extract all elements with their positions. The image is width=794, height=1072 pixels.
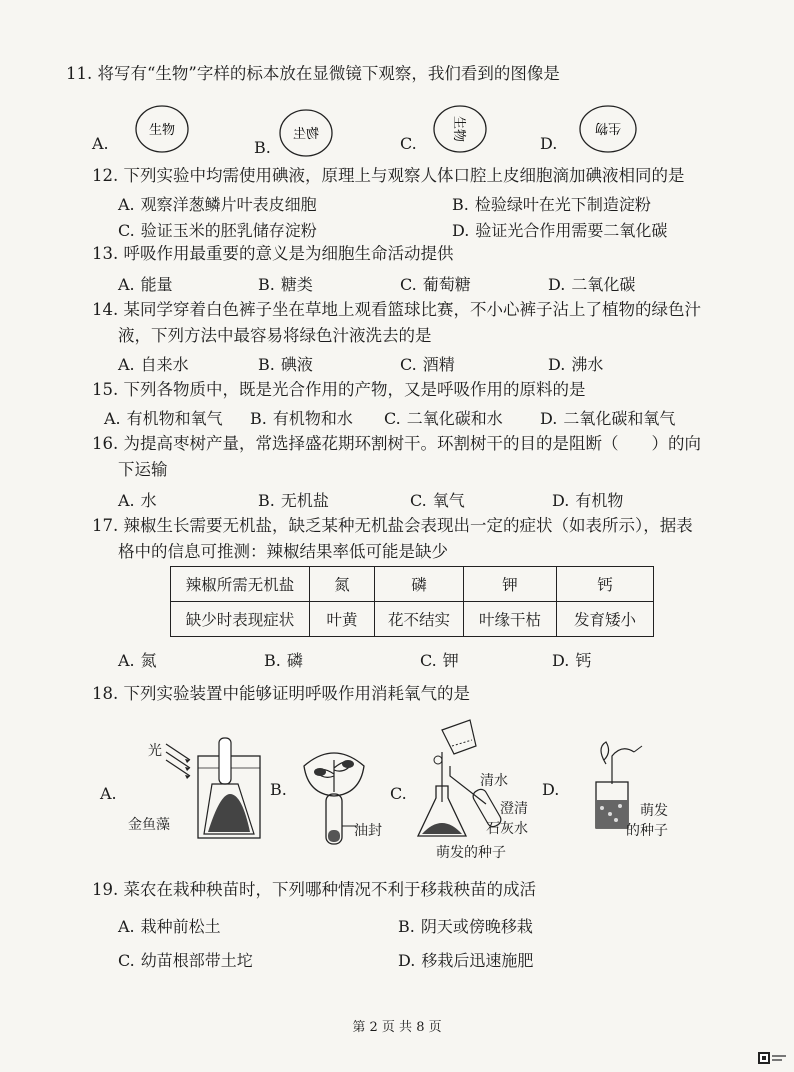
option-15b: B. 有机物和水 (250, 409, 353, 428)
option-14d: D. 沸水 (548, 355, 604, 374)
question-17: 17. 辣椒生长需要无机盐，缺乏某种无机盐会表现出一定的症状（如表所示），据表 (92, 516, 693, 535)
table-cell: 辣椒所需无机盐 (171, 567, 310, 602)
table-cell: 钙 (557, 567, 654, 602)
nutrient-table (170, 566, 654, 637)
specimen-image-c (432, 104, 488, 154)
question-14: 14. 某同学穿着白色裤子坐在草地上观看篮球比赛，不小心裤子沾上了植物的绿色汁 (92, 300, 701, 319)
option-13a: A. 能量 (118, 275, 173, 294)
option-17d: D. 钙 (552, 651, 592, 670)
option-14a: A. 自来水 (118, 355, 189, 374)
table-cell: 钾 (464, 567, 557, 602)
table-cell: 缺少时表现症状 (171, 602, 310, 637)
specimen-text-b: 物生 (292, 127, 320, 142)
question-12: 12. 下列实验中均需使用碘液，原理上与观察人体口腔上皮细胞滴加碘液相同的是 (92, 166, 685, 185)
question-18: 18. 下列实验装置中能够证明呼吸作用消耗氧气的是 (92, 684, 470, 703)
label-oil-seal: 油封 (354, 823, 382, 839)
table-cell: 磷 (375, 567, 464, 602)
question-13: 13. 呼吸作用最重要的意义是为细胞生命活动提供 (92, 244, 454, 263)
question-16-cont: 下运输 (118, 460, 168, 479)
label-light: 光 (148, 743, 162, 759)
option-14b: B. 碘液 (258, 355, 313, 374)
table-cell: 氮 (310, 567, 375, 602)
option-12d: D. 验证光合作用需要二氧化碳 (452, 221, 668, 240)
option-13c: C. 葡萄糖 (400, 275, 471, 294)
label-fish-weed: 金鱼藻 (128, 817, 170, 833)
option-13d: D. 二氧化碳 (548, 275, 636, 294)
specimen-image-a (134, 104, 190, 154)
qr-code-icon (758, 1052, 788, 1066)
option-12b: B. 检验绿叶在光下制造淀粉 (452, 195, 651, 214)
question-11: 11. 将写有“生物”字样的标本放在显微镜下观察，我们看到的图像是 (66, 64, 560, 83)
option-16b: B. 无机盐 (258, 491, 329, 510)
option-17b: B. 磷 (264, 651, 303, 670)
option-18b-letter: B. (270, 780, 287, 799)
apparatus-a-icon (160, 734, 270, 844)
table-row (171, 567, 654, 602)
label-limewater-1: 澄清 (500, 801, 528, 817)
page-footer: 第 2 页 共 8 页 (352, 1020, 442, 1035)
option-15a: A. 有机物和氧气 (104, 409, 223, 428)
option-16d: D. 有机物 (552, 491, 624, 510)
specimen-text-c: 生物 (451, 115, 466, 143)
option-19c: C. 幼苗根部带土坨 (118, 951, 253, 970)
option-18c-letter: C. (390, 784, 407, 803)
question-15: 15. 下列各物质中，既是光合作用的产物，又是呼吸作用的原料的是 (92, 380, 586, 399)
table-cell: 叶缘干枯 (464, 602, 557, 637)
specimen-image-d (578, 104, 638, 154)
option-16c: C. 氧气 (410, 491, 465, 510)
label-seeds-d-1: 萌发 (640, 803, 668, 819)
option-14c: C. 酒精 (400, 355, 455, 374)
option-18a-letter: A. (100, 784, 117, 803)
option-15d: D. 二氧化碳和氧气 (540, 409, 676, 428)
option-15c: C. 二氧化碳和水 (384, 409, 503, 428)
question-19: 19. 菜农在栽种秧苗时，下列哪种情况不利于移栽秧苗的成活 (92, 880, 536, 899)
option-19a: A. 栽种前松土 (118, 917, 221, 936)
label-water: 清水 (480, 773, 508, 789)
option-16a: A. 水 (118, 491, 157, 510)
option-17a: A. 氮 (118, 651, 157, 670)
option-17c: C. 钾 (420, 651, 459, 670)
question-text: 将写有“生物”字样的标本放在显微镜下观察，我们看到的图像是 (97, 64, 560, 83)
label-limewater-2: 石灰水 (486, 821, 528, 837)
table-cell: 发育矮小 (557, 602, 654, 637)
label-seeds-c: 萌发的种子 (436, 845, 506, 861)
specimen-text-a: 生物 (148, 123, 176, 138)
label-seeds-d-2: 的种子 (626, 823, 668, 839)
specimen-text-d: 生物 (594, 120, 622, 135)
question-14-cont: 液，下列方法中最容易将绿色汁液洗去的是 (118, 326, 432, 345)
question-16: 16. 为提高枣树产量，常选择盛花期环割树干。环割树干的目的是阻断（ ）的向 (92, 434, 701, 453)
option-18d-letter: D. (542, 780, 560, 799)
table-row (171, 602, 654, 637)
exam-page: 11. 将写有“生物”字样的标本放在显微镜下观察，我们看到的图像是 A. 生物 B. 物生 C. 生物 D. 生物 12. 下列实验中均需使用碘液，原理上与观察人体口腔上皮细胞滴加碘液相同的是 A. 观察洋葱鳞片叶表皮细胞 B. 检验绿叶在光下制造淀粉 C. 验证玉米的胚乳储存淀粉 D. 验证光合作用需要二氧化碳 13. 呼吸作用最重要的意义是为细胞生命活动提供 A. 能量 B. 糖类 C. 葡萄糖 D. 二氧化碳 14. 某同学穿着白色裤子坐在草地上观看篮球比赛，不小心裤子沾上了植物的绿色汁 液，下列方法中最容易将绿色汁液洗去的是 A. 自来水 B. 碘液 C. 酒精 D. 沸水 15. 下列各物质中，既是光合作用的产物，又是呼吸作用的原料的是 A. 有机物和氧气 B. 有机物和水 C. 二氧化碳和水 D. 二氧化碳和氧气 16. 为提高枣树产量，常选择盛花期环割树干。环割树干的目的是阻断（ ）的向 下运输 A. 水 B. 无机盐 C. 氧气 D. 有机物 17. 辣椒生长需要无机盐，缺乏某种无机盐会表现出一定的症状（如表所示），据表 格中的信息可推测：辣椒结果率低可能是缺少 辣椒所需无机盐 氮 磷 钾 钙 缺少时表现症状 叶黄 花不结实 叶缘干枯 发育矮小 A. 氮 B. 磷 C. 钾 D. 钙 18. 下列实验装置中能够证明呼吸作用消耗氧气的是 A. 光 金鱼藻 B. 油封 C. 清水 澄清 石灰水 萌发的种子 D. 萌发 的种子 19. 菜农在栽种秧苗时，下列哪种情况不利于移栽秧苗的成活 A. 栽种前松土 B. 阴天或傍晚移栽 C. 幼苗根部带土坨 D. 移栽后迅速施肥 第 2 页 共 8 页 (0, 0, 794, 1072)
option-13b: B. 糖类 (258, 275, 313, 294)
option-19b: B. 阴天或傍晚移栽 (398, 917, 533, 936)
option-19d: D. 移栽后迅速施肥 (398, 951, 534, 970)
table-cell: 叶黄 (310, 602, 375, 637)
specimen-image-b (278, 108, 334, 158)
table-cell: 花不结实 (375, 602, 464, 637)
option-12c: C. 验证玉米的胚乳储存淀粉 (118, 221, 317, 240)
option-12a: A. 观察洋葱鳞片叶表皮细胞 (118, 195, 317, 214)
question-17-cont: 格中的信息可推测：辣椒结果率低可能是缺少 (118, 542, 448, 561)
